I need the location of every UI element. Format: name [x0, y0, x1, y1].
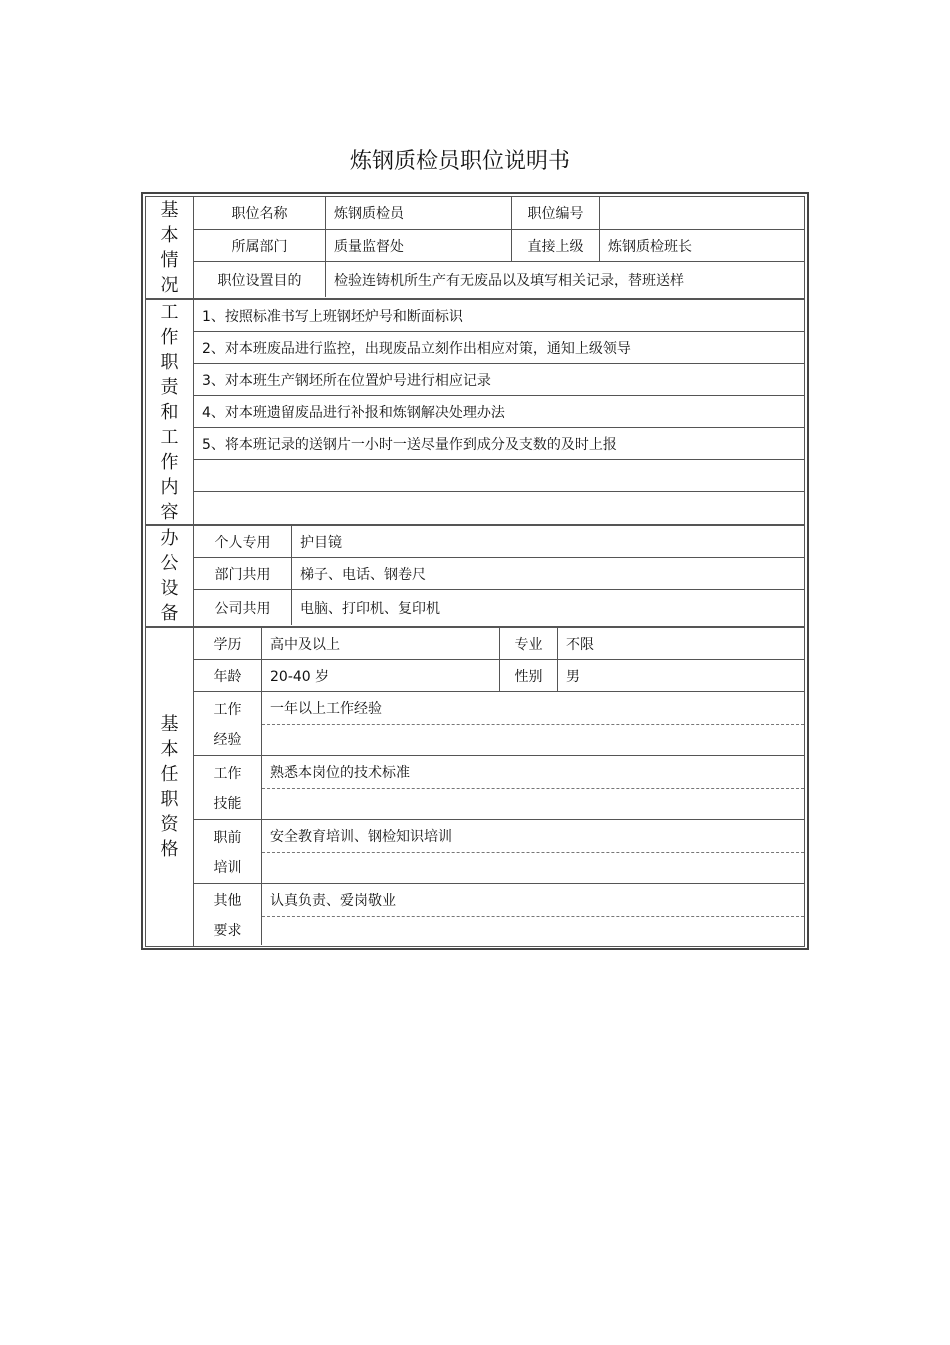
row-work-skills	[194, 756, 804, 820]
dashed-divider	[262, 788, 804, 789]
section-equipment-label: 办 公 设 备	[146, 526, 194, 626]
duty-item: 1、按照标准书写上班钢坯炉号和断面标识	[194, 300, 804, 332]
other-requirements-label-2: 要求	[213, 922, 242, 939]
section-qualifications-label: 基 本 任 职 资 格	[146, 628, 194, 946]
department-value: 质量监督处	[326, 230, 512, 261]
major-value: 不限	[566, 636, 594, 653]
duty-item: 5、将本班记录的送钢片一小时一送尽量作到成分及支数的及时上报	[194, 428, 804, 460]
gender-value: 男	[566, 668, 580, 685]
training-label-1: 职前	[213, 829, 242, 846]
section-basic-info-label: 基 本 情 况	[146, 197, 194, 298]
training-label-2: 培训	[213, 859, 242, 876]
position-name-value: 炼钢质检员	[326, 197, 512, 229]
job-description-table	[141, 192, 809, 950]
duty-item: 4、对本班遗留废品进行补报和炼钢解决处理办法	[194, 396, 804, 428]
section-qualifications	[145, 627, 805, 947]
work-experience-label-2: 经验	[213, 731, 242, 748]
position-code-value	[600, 197, 804, 229]
work-experience-value: 一年以上工作经验	[270, 701, 382, 717]
age-label: 年龄	[194, 660, 262, 691]
row-education	[194, 628, 804, 660]
training-value: 安全教育培训、钢检知识培训	[270, 829, 452, 845]
education-value: 高中及以上	[262, 628, 500, 659]
page-title: 炼钢质检员职位说明书	[349, 149, 570, 174]
duty-item-empty	[194, 492, 804, 523]
supervisor-value: 炼钢质检班长	[608, 238, 692, 255]
equipment-row: 公司共用 电脑、打印机、复印机	[194, 590, 804, 625]
dashed-divider	[262, 852, 804, 853]
supervisor-label: 直接上级	[512, 230, 600, 261]
section-equipment	[145, 525, 805, 627]
row-work-experience	[194, 692, 804, 756]
equipment-row: 部门共用 梯子、电话、钢卷尺	[194, 558, 804, 590]
row-department	[194, 230, 804, 262]
section-duties-label: 工 作 职 责 和 工 作 内 容	[146, 300, 194, 524]
row-age	[194, 660, 804, 692]
major-label: 专业	[500, 628, 558, 659]
work-skills-value: 熟悉本岗位的技术标准	[270, 765, 410, 781]
section-basic-info	[145, 196, 805, 299]
work-experience-label-1: 工作	[213, 701, 242, 718]
purpose-value: 检验连铸机所生产有无废品以及填写相关记录，替班送样	[334, 272, 684, 289]
position-name-label: 职位名称	[194, 197, 326, 229]
position-code-label: 职位编号	[512, 197, 600, 229]
gender-label: 性别	[500, 660, 558, 691]
row-pre-job-training	[194, 820, 804, 884]
work-skills-label-1: 工作	[213, 765, 242, 782]
other-requirements-value: 认真负责、爱岗敬业	[270, 893, 396, 909]
duty-item: 3、对本班生产钢坯所在位置炉号进行相应记录	[194, 364, 804, 396]
row-purpose	[194, 262, 804, 297]
row-position-name	[194, 197, 804, 230]
dashed-divider	[262, 724, 804, 725]
department-label: 所属部门	[194, 230, 326, 261]
row-other-requirements	[194, 884, 804, 945]
age-value: 20-40 岁	[262, 660, 500, 691]
dashed-divider	[262, 916, 804, 917]
work-skills-label-2: 技能	[213, 795, 242, 812]
other-requirements-label-1: 其他	[213, 892, 242, 909]
equipment-row: 个人专用 护目镜	[194, 526, 804, 558]
purpose-label: 职位设置目的	[194, 262, 326, 297]
section-duties	[145, 299, 805, 525]
education-label: 学历	[194, 628, 262, 659]
duty-item-empty	[194, 460, 804, 492]
duty-item: 2、对本班废品进行监控，出现废品立刻作出相应对策，通知上级领导	[194, 332, 804, 364]
